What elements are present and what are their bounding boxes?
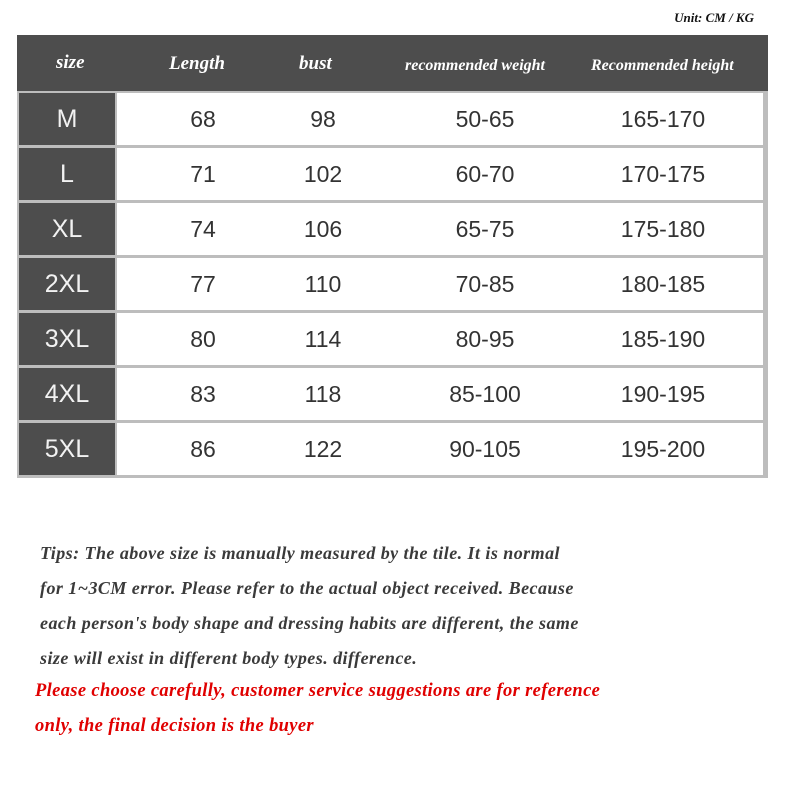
data-cells (117, 93, 763, 145)
data-cells (117, 423, 763, 475)
weight-cell: 50-65 (455, 106, 515, 132)
height-cell: 185-190 (620, 326, 706, 352)
table-row (17, 368, 768, 420)
table-header-row (17, 35, 768, 91)
length-cell: 77 (190, 271, 216, 297)
length-cell: 86 (190, 436, 216, 462)
weight-cell: 80-95 (455, 326, 515, 352)
table-row (17, 203, 768, 255)
length-cell: 83 (190, 381, 216, 407)
header-recommended-height: Recommended height (591, 57, 734, 74)
table-row (17, 258, 768, 310)
warning-line: Please choose carefully, customer service suggestions are for reference (35, 681, 601, 701)
height-cell: 190-195 (620, 381, 706, 407)
table-row (17, 93, 768, 145)
size-chart-table (17, 35, 768, 478)
warning-paragraph (35, 674, 775, 744)
size-cell: 2XL (19, 258, 115, 310)
size-cell: L (19, 148, 115, 200)
bust-cell: 106 (303, 216, 343, 242)
size-cell: 3XL (19, 313, 115, 365)
weight-cell: 60-70 (455, 161, 515, 187)
bust-cell: 98 (310, 106, 336, 132)
table-row (17, 313, 768, 365)
data-cells (117, 313, 763, 365)
header-length: Length (169, 53, 225, 74)
header-bust: bust (299, 53, 332, 74)
height-cell: 165-170 (620, 106, 706, 132)
bust-cell: 110 (304, 271, 342, 297)
bust-cell: 122 (303, 436, 343, 462)
height-cell: 175-180 (620, 216, 706, 242)
data-cells (117, 148, 763, 200)
size-cell: XL (19, 203, 115, 255)
height-cell: 170-175 (620, 161, 706, 187)
weight-cell: 65-75 (455, 216, 515, 242)
size-cell: M (19, 93, 115, 145)
weight-cell: 85-100 (449, 381, 521, 407)
tips-line: Tips: The above size is manually measured by the tile. It is normal (40, 543, 560, 563)
height-cell: 195-200 (620, 436, 706, 462)
tips-line: for 1~3CM error. Please refer to the actual object received. Because (40, 578, 574, 598)
weight-cell: 90-105 (449, 436, 521, 462)
weight-cell: 70-85 (455, 271, 515, 297)
data-cells (117, 368, 763, 420)
tips-line: size will exist in different body types. difference. (40, 648, 418, 668)
unit-label: Unit: CM / KG (674, 10, 754, 25)
length-cell: 71 (190, 161, 216, 187)
table-row (17, 148, 768, 200)
length-cell: 68 (190, 106, 216, 132)
bust-cell: 102 (303, 161, 343, 187)
bust-cell: 114 (304, 326, 342, 352)
length-cell: 74 (190, 216, 216, 242)
tips-line: each person's body shape and dressing habits are different, the same (40, 613, 579, 633)
bust-cell: 118 (304, 381, 342, 407)
data-cells (117, 203, 763, 255)
tips-paragraph (40, 536, 760, 676)
size-cell: 4XL (19, 368, 115, 420)
warning-line: only, the final decision is the buyer (35, 716, 314, 736)
table-row (17, 423, 768, 475)
height-cell: 180-185 (620, 271, 706, 297)
header-size: size (56, 52, 85, 73)
size-cell: 5XL (19, 423, 115, 475)
header-recommended-weight: recommended weight (405, 57, 545, 74)
length-cell: 80 (190, 326, 216, 352)
data-cells (117, 258, 763, 310)
